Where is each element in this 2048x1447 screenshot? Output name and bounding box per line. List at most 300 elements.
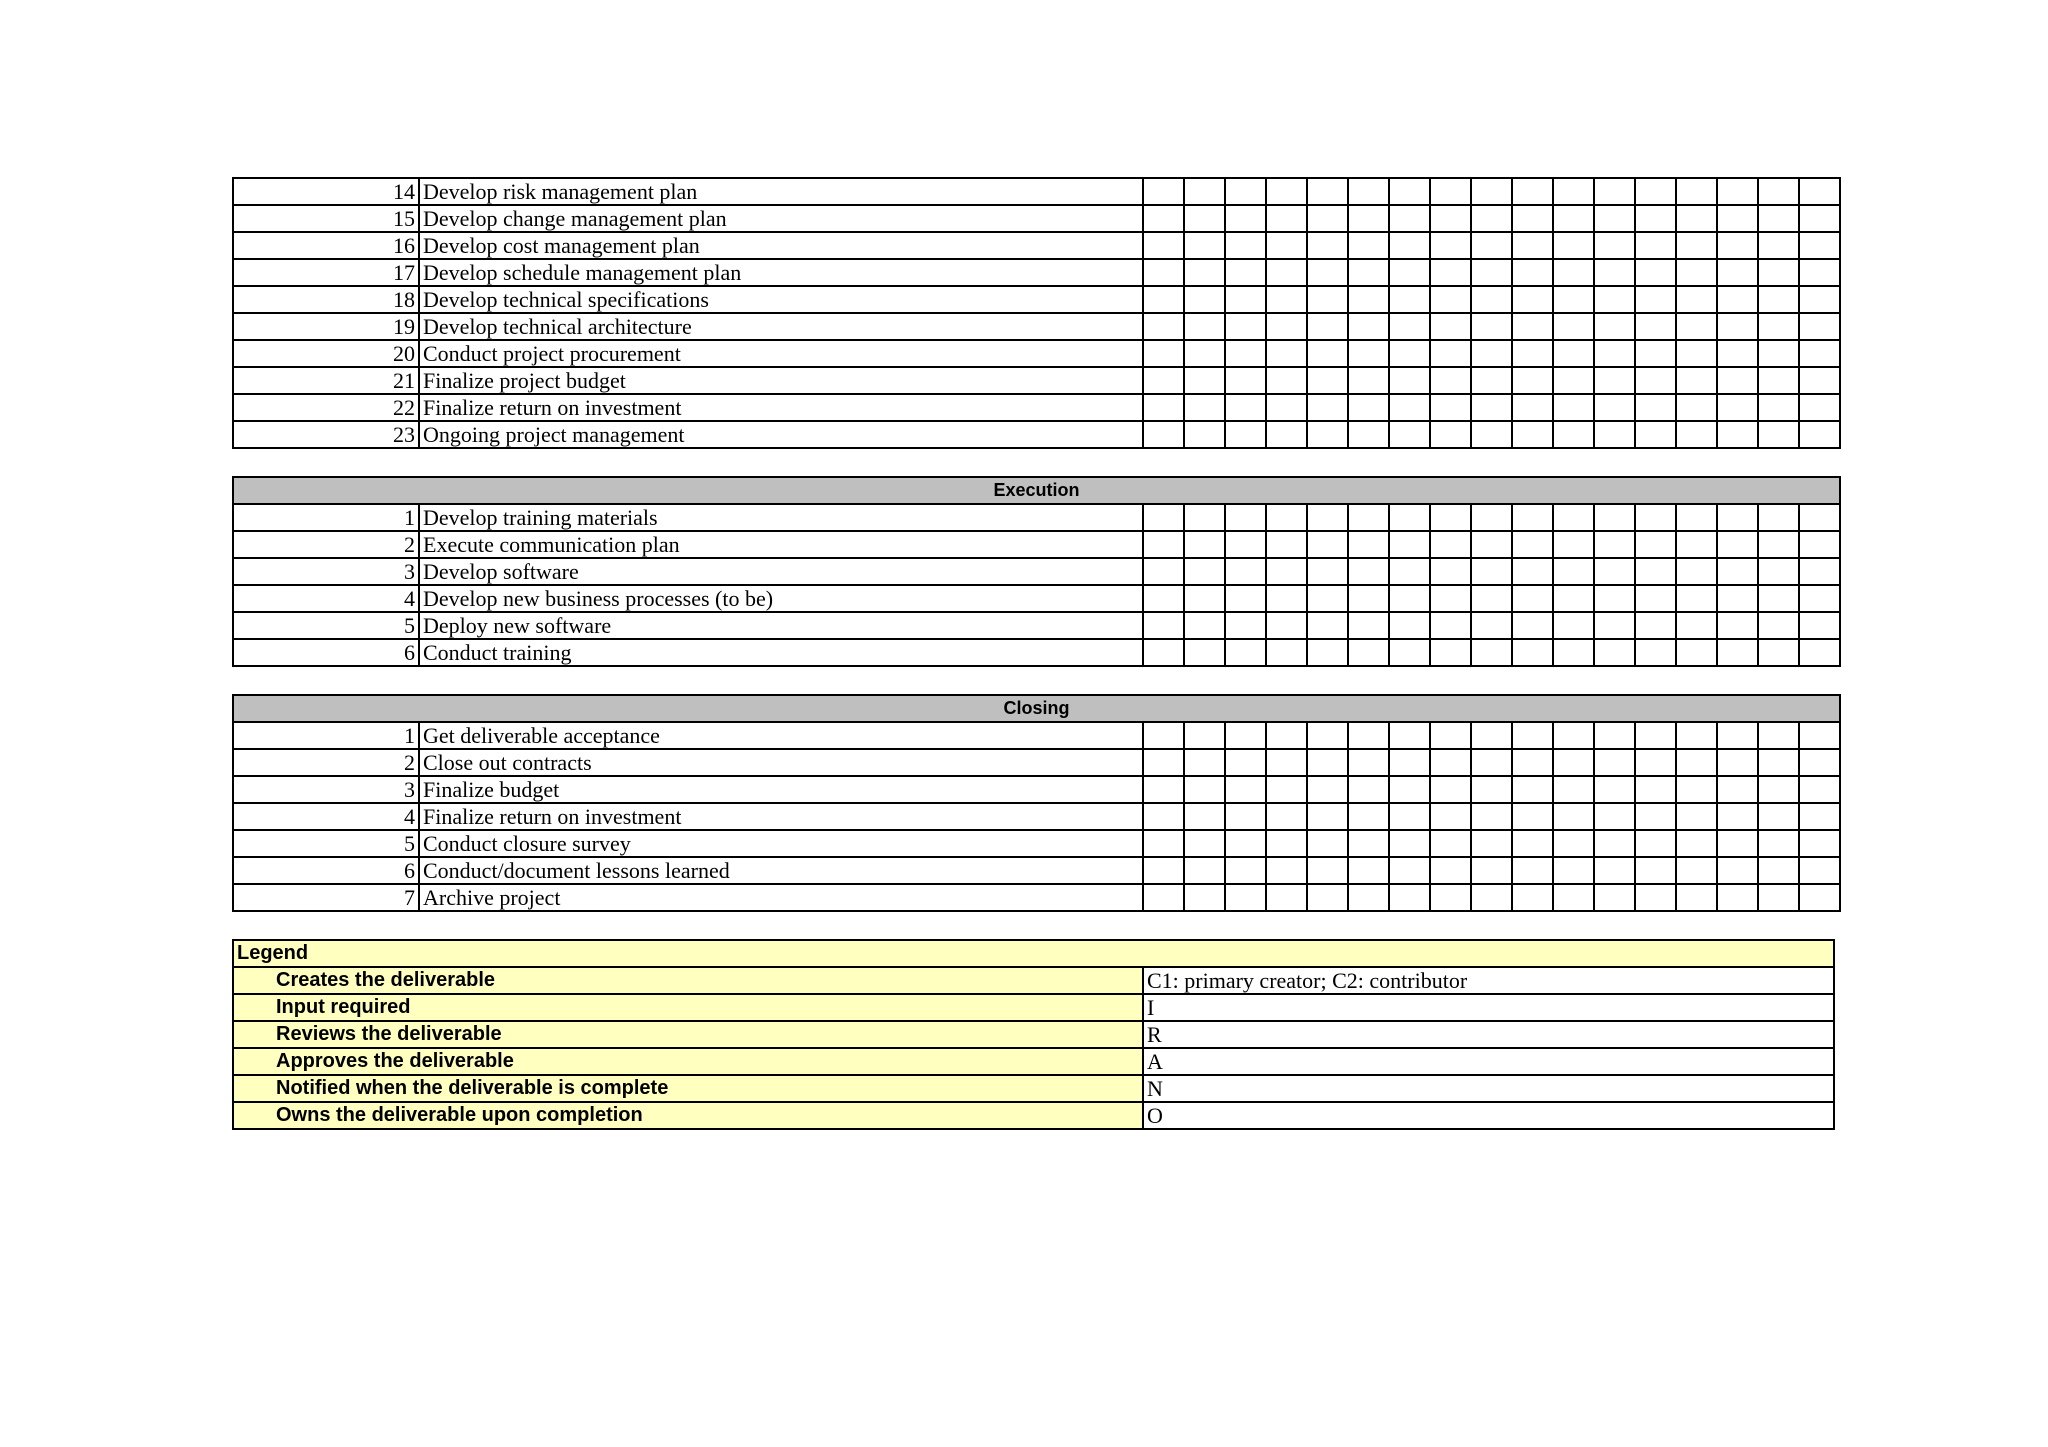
role-cell[interactable] (1430, 205, 1471, 232)
role-cell[interactable] (1225, 394, 1266, 421)
role-cell[interactable] (1512, 421, 1553, 448)
role-cell[interactable] (1184, 340, 1225, 367)
role-cell[interactable] (1512, 612, 1553, 639)
role-cell[interactable] (1799, 639, 1840, 666)
role-cell[interactable] (1225, 884, 1266, 911)
role-cell[interactable] (1676, 722, 1717, 749)
role-cell[interactable] (1307, 612, 1348, 639)
role-cell[interactable] (1307, 531, 1348, 558)
role-cell[interactable] (1348, 232, 1389, 259)
role-cell[interactable] (1471, 558, 1512, 585)
role-cell[interactable] (1676, 421, 1717, 448)
role-cell[interactable] (1635, 178, 1676, 205)
role-cell[interactable] (1717, 612, 1758, 639)
role-cell[interactable] (1676, 612, 1717, 639)
role-cell[interactable] (1717, 232, 1758, 259)
role-cell[interactable] (1799, 367, 1840, 394)
role-cell[interactable] (1389, 340, 1430, 367)
role-cell[interactable] (1553, 884, 1594, 911)
role-cell[interactable] (1225, 340, 1266, 367)
role-cell[interactable] (1225, 722, 1266, 749)
role-cell[interactable] (1225, 205, 1266, 232)
role-cell[interactable] (1225, 585, 1266, 612)
role-cell[interactable] (1799, 776, 1840, 803)
role-cell[interactable] (1758, 722, 1799, 749)
role-cell[interactable] (1676, 394, 1717, 421)
role-cell[interactable] (1307, 803, 1348, 830)
role-cell[interactable] (1389, 749, 1430, 776)
role-cell[interactable] (1430, 558, 1471, 585)
role-cell[interactable] (1266, 205, 1307, 232)
role-cell[interactable] (1143, 394, 1184, 421)
role-cell[interactable] (1143, 313, 1184, 340)
role-cell[interactable] (1430, 722, 1471, 749)
role-cell[interactable] (1430, 857, 1471, 884)
role-cell[interactable] (1184, 394, 1225, 421)
role-cell[interactable] (1758, 340, 1799, 367)
role-cell[interactable] (1758, 857, 1799, 884)
role-cell[interactable] (1225, 776, 1266, 803)
role-cell[interactable] (1348, 585, 1389, 612)
role-cell[interactable] (1676, 178, 1717, 205)
role-cell[interactable] (1348, 421, 1389, 448)
role-cell[interactable] (1430, 585, 1471, 612)
role-cell[interactable] (1266, 857, 1307, 884)
role-cell[interactable] (1635, 857, 1676, 884)
role-cell[interactable] (1553, 585, 1594, 612)
role-cell[interactable] (1266, 558, 1307, 585)
role-cell[interactable] (1348, 178, 1389, 205)
role-cell[interactable] (1676, 367, 1717, 394)
role-cell[interactable] (1471, 830, 1512, 857)
role-cell[interactable] (1225, 558, 1266, 585)
role-cell[interactable] (1512, 803, 1553, 830)
role-cell[interactable] (1143, 803, 1184, 830)
role-cell[interactable] (1143, 585, 1184, 612)
role-cell[interactable] (1799, 612, 1840, 639)
role-cell[interactable] (1348, 558, 1389, 585)
role-cell[interactable] (1389, 286, 1430, 313)
role-cell[interactable] (1676, 830, 1717, 857)
role-cell[interactable] (1553, 367, 1594, 394)
role-cell[interactable] (1635, 585, 1676, 612)
role-cell[interactable] (1225, 749, 1266, 776)
role-cell[interactable] (1225, 313, 1266, 340)
role-cell[interactable] (1184, 639, 1225, 666)
role-cell[interactable] (1389, 504, 1430, 531)
role-cell[interactable] (1389, 612, 1430, 639)
role-cell[interactable] (1348, 884, 1389, 911)
role-cell[interactable] (1307, 367, 1348, 394)
role-cell[interactable] (1430, 367, 1471, 394)
role-cell[interactable] (1635, 313, 1676, 340)
role-cell[interactable] (1266, 367, 1307, 394)
role-cell[interactable] (1799, 421, 1840, 448)
role-cell[interactable] (1430, 340, 1471, 367)
role-cell[interactable] (1676, 558, 1717, 585)
role-cell[interactable] (1758, 749, 1799, 776)
role-cell[interactable] (1389, 313, 1430, 340)
role-cell[interactable] (1348, 722, 1389, 749)
role-cell[interactable] (1389, 178, 1430, 205)
role-cell[interactable] (1143, 639, 1184, 666)
role-cell[interactable] (1471, 776, 1512, 803)
role-cell[interactable] (1717, 340, 1758, 367)
role-cell[interactable] (1717, 585, 1758, 612)
role-cell[interactable] (1758, 178, 1799, 205)
role-cell[interactable] (1512, 830, 1553, 857)
role-cell[interactable] (1717, 749, 1758, 776)
role-cell[interactable] (1635, 830, 1676, 857)
role-cell[interactable] (1717, 884, 1758, 911)
role-cell[interactable] (1225, 367, 1266, 394)
role-cell[interactable] (1389, 830, 1430, 857)
role-cell[interactable] (1471, 313, 1512, 340)
role-cell[interactable] (1266, 421, 1307, 448)
role-cell[interactable] (1389, 803, 1430, 830)
role-cell[interactable] (1635, 884, 1676, 911)
role-cell[interactable] (1430, 232, 1471, 259)
role-cell[interactable] (1676, 749, 1717, 776)
role-cell[interactable] (1430, 884, 1471, 911)
role-cell[interactable] (1717, 421, 1758, 448)
role-cell[interactable] (1635, 340, 1676, 367)
role-cell[interactable] (1307, 205, 1348, 232)
role-cell[interactable] (1553, 830, 1594, 857)
role-cell[interactable] (1717, 313, 1758, 340)
role-cell[interactable] (1594, 178, 1635, 205)
role-cell[interactable] (1717, 178, 1758, 205)
role-cell[interactable] (1471, 178, 1512, 205)
role-cell[interactable] (1758, 394, 1799, 421)
role-cell[interactable] (1307, 340, 1348, 367)
role-cell[interactable] (1676, 531, 1717, 558)
role-cell[interactable] (1717, 639, 1758, 666)
role-cell[interactable] (1143, 722, 1184, 749)
role-cell[interactable] (1594, 286, 1635, 313)
role-cell[interactable] (1184, 830, 1225, 857)
role-cell[interactable] (1471, 722, 1512, 749)
role-cell[interactable] (1471, 421, 1512, 448)
role-cell[interactable] (1184, 504, 1225, 531)
role-cell[interactable] (1471, 749, 1512, 776)
role-cell[interactable] (1184, 776, 1225, 803)
role-cell[interactable] (1143, 178, 1184, 205)
role-cell[interactable] (1184, 367, 1225, 394)
role-cell[interactable] (1758, 367, 1799, 394)
role-cell[interactable] (1717, 367, 1758, 394)
role-cell[interactable] (1143, 749, 1184, 776)
role-cell[interactable] (1594, 340, 1635, 367)
role-cell[interactable] (1799, 232, 1840, 259)
role-cell[interactable] (1553, 394, 1594, 421)
role-cell[interactable] (1184, 612, 1225, 639)
role-cell[interactable] (1266, 504, 1307, 531)
role-cell[interactable] (1184, 205, 1225, 232)
role-cell[interactable] (1471, 884, 1512, 911)
role-cell[interactable] (1266, 884, 1307, 911)
role-cell[interactable] (1143, 340, 1184, 367)
role-cell[interactable] (1307, 286, 1348, 313)
role-cell[interactable] (1143, 830, 1184, 857)
role-cell[interactable] (1676, 232, 1717, 259)
role-cell[interactable] (1430, 504, 1471, 531)
role-cell[interactable] (1184, 585, 1225, 612)
role-cell[interactable] (1594, 857, 1635, 884)
role-cell[interactable] (1348, 830, 1389, 857)
role-cell[interactable] (1594, 232, 1635, 259)
role-cell[interactable] (1266, 531, 1307, 558)
role-cell[interactable] (1553, 504, 1594, 531)
role-cell[interactable] (1594, 259, 1635, 286)
role-cell[interactable] (1430, 776, 1471, 803)
role-cell[interactable] (1266, 340, 1307, 367)
role-cell[interactable] (1348, 367, 1389, 394)
role-cell[interactable] (1512, 722, 1553, 749)
role-cell[interactable] (1143, 612, 1184, 639)
role-cell[interactable] (1758, 830, 1799, 857)
role-cell[interactable] (1307, 830, 1348, 857)
role-cell[interactable] (1184, 857, 1225, 884)
role-cell[interactable] (1553, 205, 1594, 232)
role-cell[interactable] (1389, 639, 1430, 666)
role-cell[interactable] (1225, 259, 1266, 286)
role-cell[interactable] (1594, 313, 1635, 340)
role-cell[interactable] (1471, 286, 1512, 313)
role-cell[interactable] (1307, 232, 1348, 259)
role-cell[interactable] (1553, 232, 1594, 259)
role-cell[interactable] (1676, 884, 1717, 911)
role-cell[interactable] (1184, 259, 1225, 286)
role-cell[interactable] (1471, 531, 1512, 558)
role-cell[interactable] (1143, 232, 1184, 259)
role-cell[interactable] (1512, 639, 1553, 666)
role-cell[interactable] (1758, 232, 1799, 259)
role-cell[interactable] (1799, 178, 1840, 205)
role-cell[interactable] (1348, 531, 1389, 558)
role-cell[interactable] (1758, 612, 1799, 639)
role-cell[interactable] (1307, 394, 1348, 421)
role-cell[interactable] (1717, 286, 1758, 313)
role-cell[interactable] (1266, 803, 1307, 830)
role-cell[interactable] (1799, 259, 1840, 286)
role-cell[interactable] (1184, 749, 1225, 776)
role-cell[interactable] (1143, 776, 1184, 803)
role-cell[interactable] (1799, 394, 1840, 421)
role-cell[interactable] (1471, 585, 1512, 612)
role-cell[interactable] (1307, 749, 1348, 776)
role-cell[interactable] (1471, 394, 1512, 421)
role-cell[interactable] (1676, 803, 1717, 830)
role-cell[interactable] (1225, 232, 1266, 259)
role-cell[interactable] (1512, 531, 1553, 558)
role-cell[interactable] (1430, 639, 1471, 666)
role-cell[interactable] (1225, 531, 1266, 558)
role-cell[interactable] (1266, 313, 1307, 340)
role-cell[interactable] (1512, 884, 1553, 911)
role-cell[interactable] (1758, 313, 1799, 340)
role-cell[interactable] (1512, 313, 1553, 340)
role-cell[interactable] (1143, 286, 1184, 313)
role-cell[interactable] (1389, 857, 1430, 884)
role-cell[interactable] (1594, 749, 1635, 776)
role-cell[interactable] (1266, 830, 1307, 857)
role-cell[interactable] (1676, 205, 1717, 232)
role-cell[interactable] (1307, 313, 1348, 340)
role-cell[interactable] (1307, 776, 1348, 803)
role-cell[interactable] (1225, 178, 1266, 205)
role-cell[interactable] (1635, 421, 1676, 448)
role-cell[interactable] (1143, 421, 1184, 448)
role-cell[interactable] (1471, 367, 1512, 394)
role-cell[interactable] (1430, 531, 1471, 558)
role-cell[interactable] (1799, 857, 1840, 884)
role-cell[interactable] (1594, 531, 1635, 558)
role-cell[interactable] (1717, 531, 1758, 558)
role-cell[interactable] (1594, 612, 1635, 639)
role-cell[interactable] (1512, 857, 1553, 884)
role-cell[interactable] (1430, 259, 1471, 286)
role-cell[interactable] (1471, 612, 1512, 639)
role-cell[interactable] (1307, 558, 1348, 585)
role-cell[interactable] (1676, 857, 1717, 884)
role-cell[interactable] (1799, 340, 1840, 367)
role-cell[interactable] (1430, 830, 1471, 857)
role-cell[interactable] (1143, 531, 1184, 558)
role-cell[interactable] (1184, 722, 1225, 749)
role-cell[interactable] (1553, 857, 1594, 884)
role-cell[interactable] (1553, 612, 1594, 639)
role-cell[interactable] (1594, 776, 1635, 803)
role-cell[interactable] (1389, 232, 1430, 259)
role-cell[interactable] (1266, 178, 1307, 205)
role-cell[interactable] (1512, 558, 1553, 585)
role-cell[interactable] (1225, 286, 1266, 313)
role-cell[interactable] (1430, 749, 1471, 776)
role-cell[interactable] (1143, 259, 1184, 286)
role-cell[interactable] (1307, 884, 1348, 911)
role-cell[interactable] (1758, 205, 1799, 232)
role-cell[interactable] (1348, 286, 1389, 313)
role-cell[interactable] (1184, 803, 1225, 830)
role-cell[interactable] (1266, 722, 1307, 749)
role-cell[interactable] (1307, 722, 1348, 749)
role-cell[interactable] (1266, 286, 1307, 313)
role-cell[interactable] (1594, 367, 1635, 394)
role-cell[interactable] (1389, 722, 1430, 749)
role-cell[interactable] (1676, 585, 1717, 612)
role-cell[interactable] (1799, 558, 1840, 585)
role-cell[interactable] (1307, 639, 1348, 666)
role-cell[interactable] (1430, 286, 1471, 313)
role-cell[interactable] (1348, 612, 1389, 639)
role-cell[interactable] (1635, 367, 1676, 394)
role-cell[interactable] (1553, 776, 1594, 803)
role-cell[interactable] (1635, 639, 1676, 666)
role-cell[interactable] (1225, 612, 1266, 639)
role-cell[interactable] (1594, 722, 1635, 749)
role-cell[interactable] (1553, 803, 1594, 830)
role-cell[interactable] (1799, 313, 1840, 340)
role-cell[interactable] (1635, 722, 1676, 749)
role-cell[interactable] (1594, 558, 1635, 585)
role-cell[interactable] (1594, 803, 1635, 830)
role-cell[interactable] (1512, 749, 1553, 776)
role-cell[interactable] (1717, 857, 1758, 884)
role-cell[interactable] (1512, 394, 1553, 421)
role-cell[interactable] (1307, 178, 1348, 205)
role-cell[interactable] (1553, 722, 1594, 749)
role-cell[interactable] (1799, 504, 1840, 531)
role-cell[interactable] (1635, 749, 1676, 776)
role-cell[interactable] (1594, 639, 1635, 666)
role-cell[interactable] (1512, 178, 1553, 205)
role-cell[interactable] (1799, 803, 1840, 830)
role-cell[interactable] (1594, 421, 1635, 448)
role-cell[interactable] (1635, 286, 1676, 313)
role-cell[interactable] (1512, 232, 1553, 259)
role-cell[interactable] (1348, 776, 1389, 803)
role-cell[interactable] (1512, 286, 1553, 313)
role-cell[interactable] (1143, 857, 1184, 884)
role-cell[interactable] (1430, 313, 1471, 340)
role-cell[interactable] (1389, 205, 1430, 232)
role-cell[interactable] (1758, 531, 1799, 558)
role-cell[interactable] (1512, 504, 1553, 531)
role-cell[interactable] (1184, 884, 1225, 911)
role-cell[interactable] (1635, 558, 1676, 585)
role-cell[interactable] (1758, 421, 1799, 448)
role-cell[interactable] (1471, 639, 1512, 666)
role-cell[interactable] (1184, 558, 1225, 585)
role-cell[interactable] (1184, 313, 1225, 340)
role-cell[interactable] (1430, 612, 1471, 639)
role-cell[interactable] (1348, 857, 1389, 884)
role-cell[interactable] (1717, 259, 1758, 286)
role-cell[interactable] (1389, 776, 1430, 803)
role-cell[interactable] (1635, 205, 1676, 232)
role-cell[interactable] (1389, 531, 1430, 558)
role-cell[interactable] (1635, 232, 1676, 259)
role-cell[interactable] (1635, 504, 1676, 531)
role-cell[interactable] (1594, 830, 1635, 857)
role-cell[interactable] (1348, 803, 1389, 830)
role-cell[interactable] (1430, 394, 1471, 421)
role-cell[interactable] (1717, 394, 1758, 421)
role-cell[interactable] (1348, 394, 1389, 421)
role-cell[interactable] (1758, 884, 1799, 911)
role-cell[interactable] (1266, 394, 1307, 421)
role-cell[interactable] (1799, 585, 1840, 612)
role-cell[interactable] (1635, 612, 1676, 639)
role-cell[interactable] (1471, 504, 1512, 531)
role-cell[interactable] (1717, 205, 1758, 232)
role-cell[interactable] (1348, 340, 1389, 367)
role-cell[interactable] (1184, 531, 1225, 558)
role-cell[interactable] (1553, 639, 1594, 666)
role-cell[interactable] (1758, 558, 1799, 585)
role-cell[interactable] (1594, 585, 1635, 612)
role-cell[interactable] (1389, 558, 1430, 585)
role-cell[interactable] (1553, 749, 1594, 776)
role-cell[interactable] (1266, 776, 1307, 803)
role-cell[interactable] (1389, 367, 1430, 394)
role-cell[interactable] (1553, 286, 1594, 313)
role-cell[interactable] (1676, 259, 1717, 286)
role-cell[interactable] (1184, 178, 1225, 205)
role-cell[interactable] (1471, 803, 1512, 830)
role-cell[interactable] (1266, 749, 1307, 776)
